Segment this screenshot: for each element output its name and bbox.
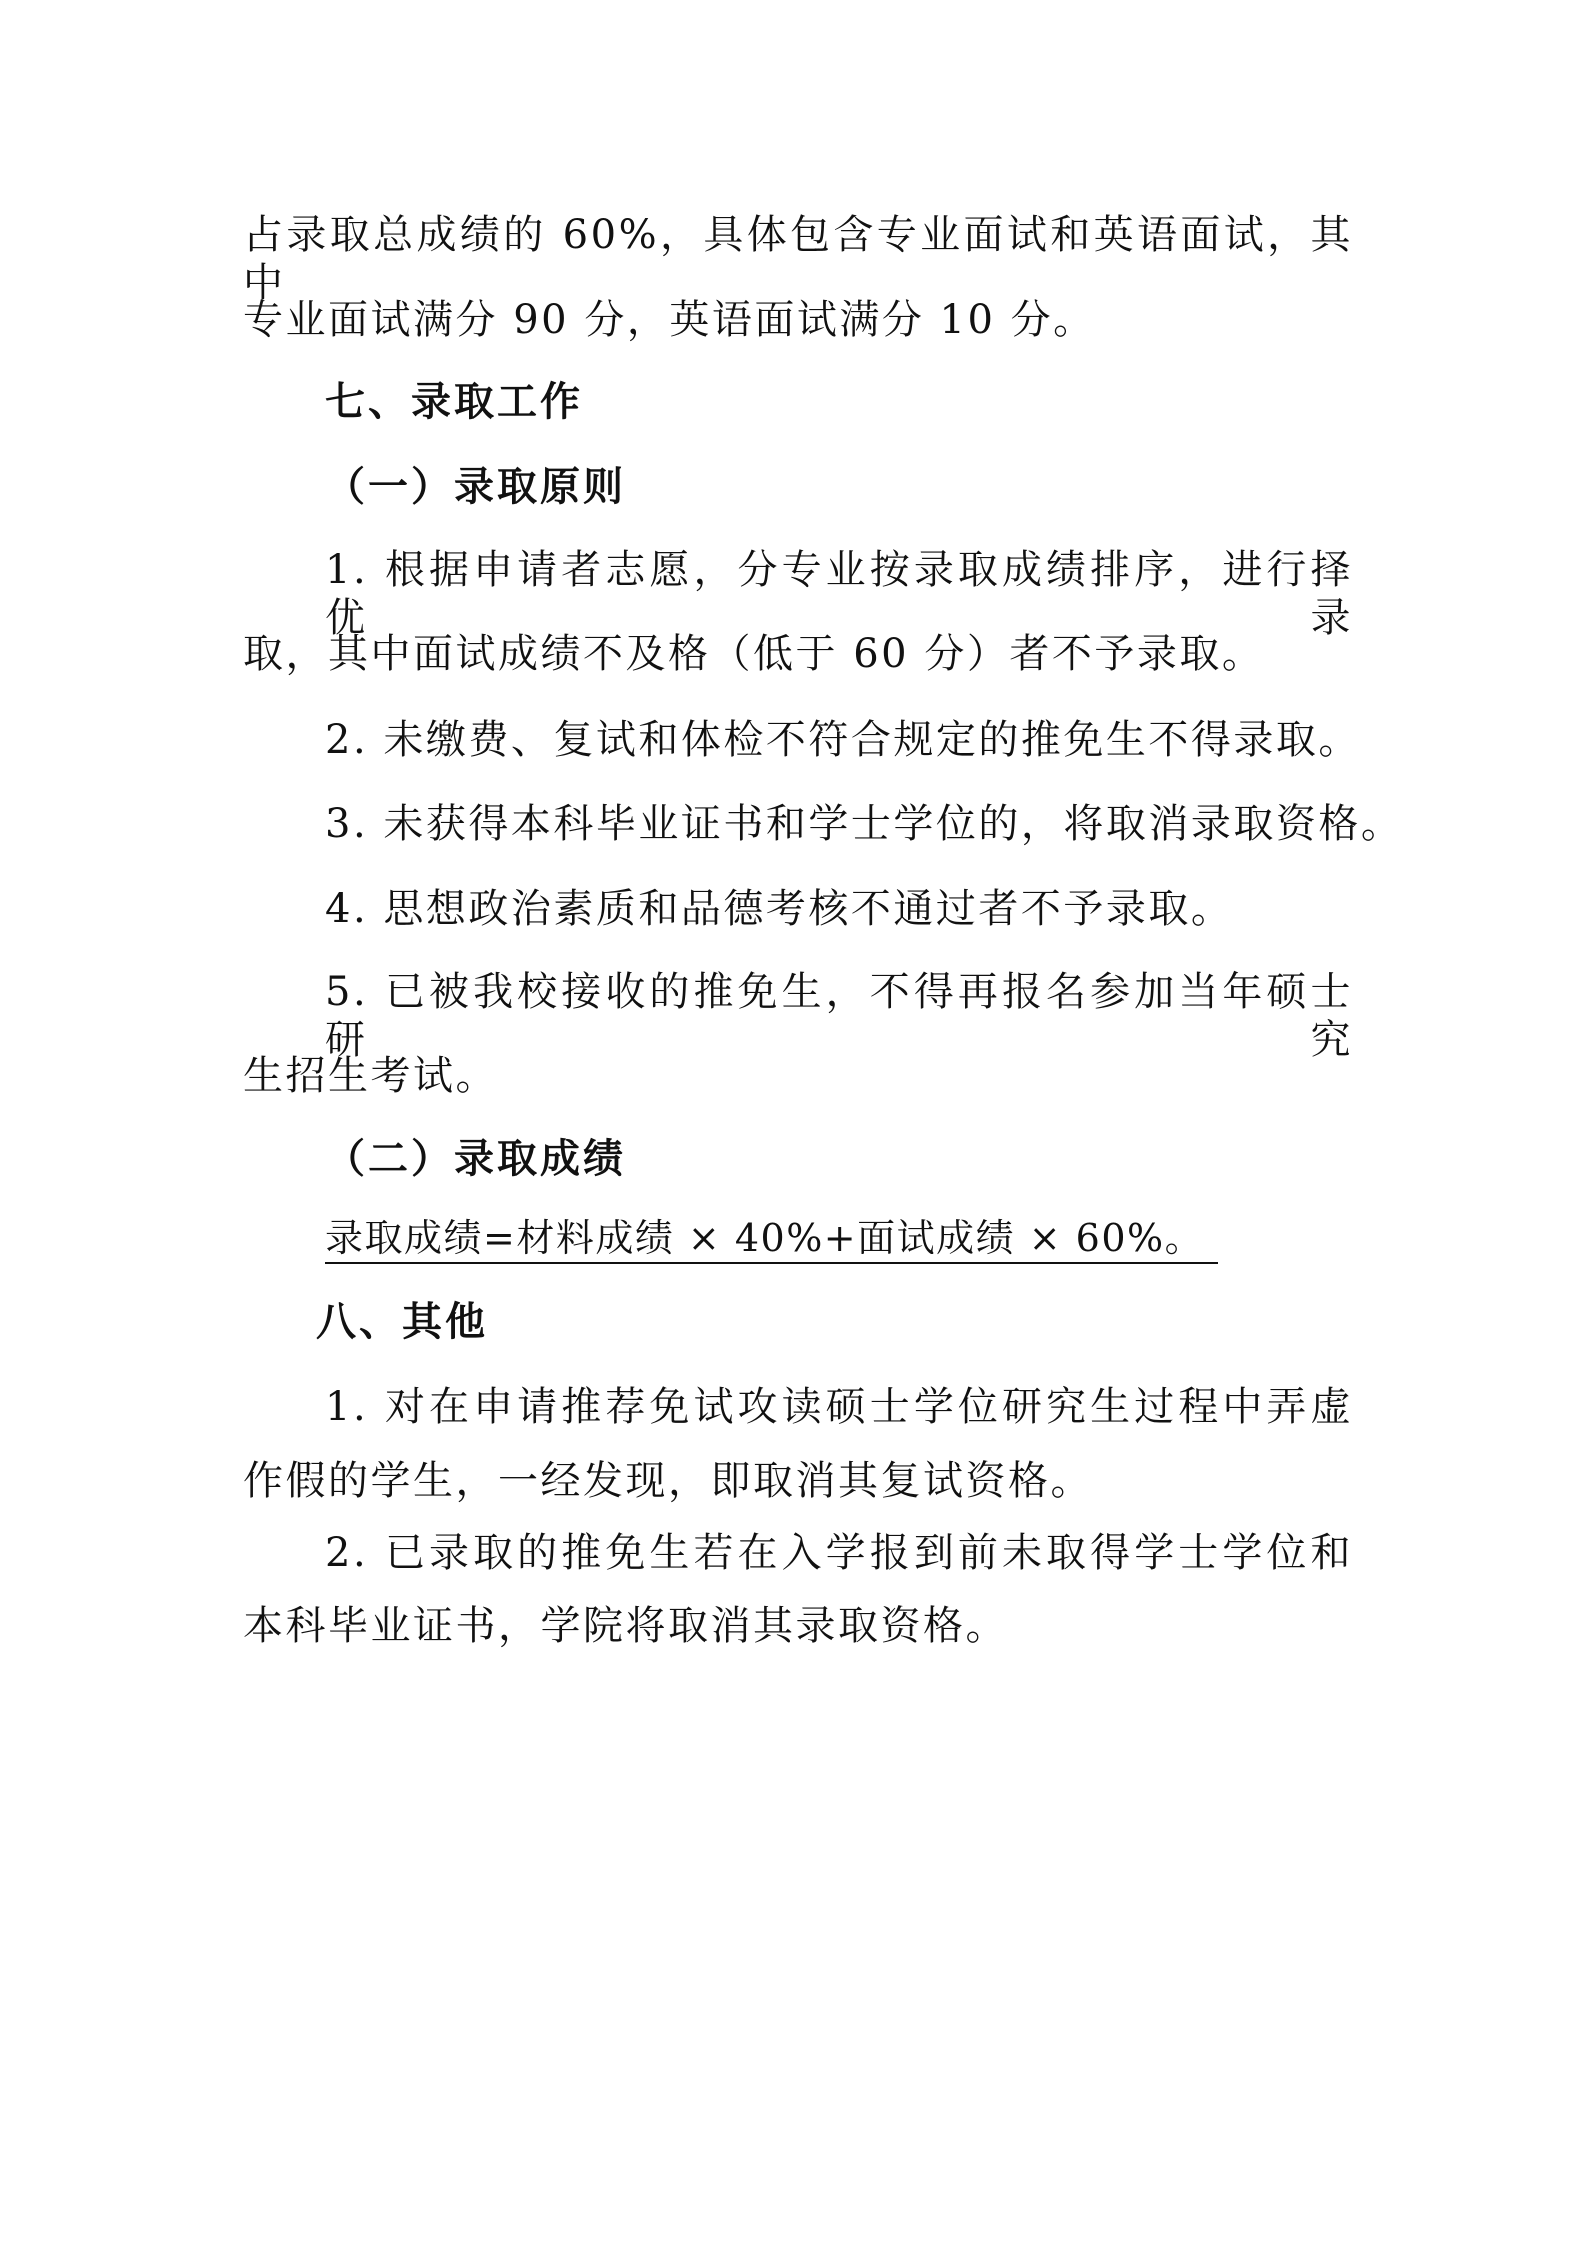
other-item-2-line: 本科毕业证书，学院将取消其录取资格。 xyxy=(243,1603,1008,1649)
section-7-subheading-principles: （一）录取原则 xyxy=(325,464,626,510)
other-item-1-line: 作假的学生，一经发现，即取消其复试资格。 xyxy=(243,1458,1093,1504)
principle-item-5-line: 生招生考试。 xyxy=(243,1053,498,1099)
principle-item-5-line: 5. 已被我校接收的推免生，不得再报名参加当年硕士研究 xyxy=(325,969,1353,1063)
section-6-paragraph-line: 专业面试满分 90 分，英语面试满分 10 分。 xyxy=(243,297,1096,343)
principle-item-1-line: 1. 根据申请者志愿，分专业按录取成绩排序，进行择优录 xyxy=(325,547,1353,641)
principle-item-3: 3. 未获得本科毕业证书和学士学位的，将取消录取资格。 xyxy=(325,801,1404,847)
principle-item-2: 2. 未缴费、复试和体检不符合规定的推免生不得录取。 xyxy=(325,717,1361,763)
principle-item-4: 4. 思想政治素质和品德考核不通过者不予录取。 xyxy=(325,886,1234,932)
section-6-paragraph-line: 占录取总成绩的 60%，具体包含专业面试和英语面试，其中 xyxy=(243,212,1353,306)
admission-score-formula: 录取成绩=材料成绩 × 40%+面试成绩 × 60%。 xyxy=(325,1214,1218,1264)
section-7-subheading-score: （二）录取成绩 xyxy=(325,1136,626,1182)
section-7-heading: 七、录取工作 xyxy=(325,379,583,425)
section-8-heading: 八、其他 xyxy=(316,1299,488,1345)
other-item-1-line: 1. 对在申请推荐免试攻读硕士学位研究生过程中弄虚 xyxy=(325,1384,1353,1430)
other-item-2-line: 2. 已录取的推免生若在入学报到前未取得学士学位和 xyxy=(325,1530,1353,1576)
principle-item-1-line: 取，其中面试成绩不及格（低于 60 分）者不予录取。 xyxy=(243,631,1265,677)
